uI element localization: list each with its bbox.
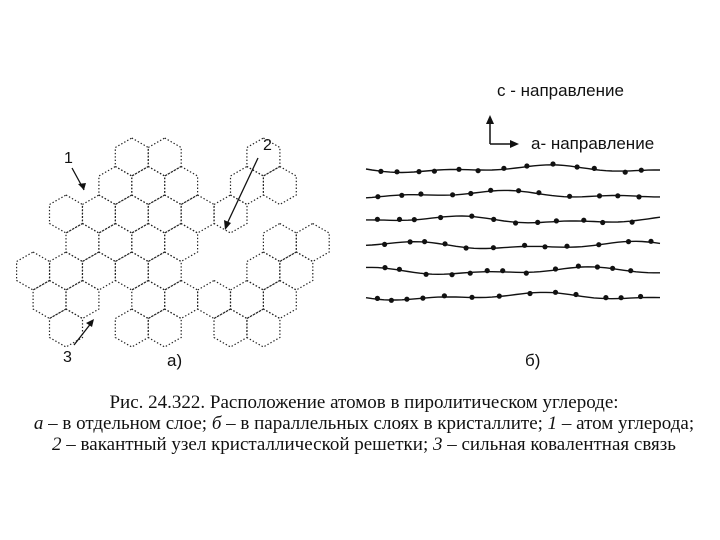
carbon-atom-dot bbox=[536, 190, 541, 195]
carbon-atom-dot bbox=[553, 266, 558, 271]
carbon-atom-dot bbox=[422, 239, 427, 244]
carbon-atom-dot bbox=[648, 239, 653, 244]
lattice-hexagon bbox=[148, 138, 181, 176]
callout-bond-arrow bbox=[74, 322, 92, 345]
hexagonal-carbon-layer bbox=[17, 138, 330, 347]
callout-bond-arrowhead bbox=[86, 319, 94, 327]
carbon-atom-dot bbox=[554, 218, 559, 223]
carbon-atom-dot bbox=[399, 193, 404, 198]
lattice-hexagon bbox=[82, 252, 115, 290]
callout-vacancy-number: 2 bbox=[263, 137, 272, 154]
carbon-layer-line bbox=[366, 267, 660, 275]
carbon-atom-dot bbox=[382, 265, 387, 270]
callout-atom-number: 1 bbox=[64, 150, 73, 167]
lattice-hexagon bbox=[66, 281, 99, 319]
lattice-hexagon bbox=[82, 195, 115, 233]
lattice-hexagon bbox=[247, 309, 280, 347]
carbon-atom-dot bbox=[535, 220, 540, 225]
carbon-atom-dot bbox=[468, 191, 473, 196]
carbon-atom-dot bbox=[630, 220, 635, 225]
carbon-atom-dot bbox=[469, 295, 474, 300]
carbon-atom-dot bbox=[638, 294, 643, 299]
carbon-atom-dot bbox=[497, 294, 502, 299]
carbon-atom-dot bbox=[623, 170, 628, 175]
carbon-atom-dot bbox=[404, 297, 409, 302]
carbon-atom-dot bbox=[464, 245, 469, 250]
caption-title: Рис. 24.322. Расположение атомов в пиролитическом углероде: bbox=[109, 392, 619, 413]
carbon-atom-dot bbox=[378, 169, 383, 174]
lattice-hexagon bbox=[263, 224, 296, 262]
callout-atom-arrowhead bbox=[78, 183, 86, 190]
caption-2-text: – вакантный узел кристаллической решетки; bbox=[61, 434, 433, 455]
carbon-atom-dot bbox=[596, 242, 601, 247]
lattice-hexagon bbox=[132, 281, 165, 319]
lattice-hexagon bbox=[263, 281, 296, 319]
carbon-atom-dot bbox=[420, 296, 425, 301]
carbon-atom-dot bbox=[476, 168, 481, 173]
lattice-hexagon bbox=[115, 195, 148, 233]
panel-b-label: б) bbox=[525, 351, 541, 370]
carbon-atom-dot bbox=[553, 290, 558, 295]
carbon-layer-line bbox=[366, 216, 660, 223]
lattice-hexagon bbox=[296, 224, 329, 262]
carbon-atom-dot bbox=[610, 266, 615, 271]
carbon-atom-dot bbox=[375, 194, 380, 199]
lattice-hexagon bbox=[148, 195, 181, 233]
lattice-hexagon bbox=[50, 195, 83, 233]
caption-3-text: – сильная ковалентная связь bbox=[442, 434, 676, 455]
lattice-hexagon bbox=[165, 281, 198, 319]
lattice-hexagon bbox=[99, 224, 132, 262]
lattice-hexagon bbox=[148, 252, 181, 290]
carbon-atom-dot bbox=[418, 191, 423, 196]
carbon-atom-dot bbox=[442, 241, 447, 246]
carbon-atom-dot bbox=[573, 292, 578, 297]
lattice-hexagon bbox=[115, 252, 148, 290]
carbon-atom-dot bbox=[485, 268, 490, 273]
carbon-atom-dot bbox=[550, 161, 555, 166]
carbon-atom-dot bbox=[442, 293, 447, 298]
carbon-atom-dot bbox=[382, 242, 387, 247]
carbon-atom-dot bbox=[432, 169, 437, 174]
lattice-hexagon bbox=[50, 252, 83, 290]
carbon-layer-line bbox=[366, 292, 660, 300]
carbon-atom-dot bbox=[592, 166, 597, 171]
panel-a-label: а) bbox=[167, 351, 183, 370]
carbon-atom-dot bbox=[491, 217, 496, 222]
lattice-hexagon bbox=[115, 138, 148, 176]
lattice-hexagon bbox=[165, 167, 198, 205]
carbon-atom-dot bbox=[516, 188, 521, 193]
carbon-atom-dot bbox=[626, 239, 631, 244]
carbon-atom-dot bbox=[424, 272, 429, 277]
direction-a-arrowhead bbox=[510, 140, 519, 148]
direction-a-label: а- направление bbox=[531, 134, 655, 153]
carbon-atom-dot bbox=[501, 166, 506, 171]
carbon-atom-dot bbox=[375, 296, 380, 301]
carbon-atom-dot bbox=[615, 193, 620, 198]
carbon-atom-dot bbox=[575, 164, 580, 169]
carbon-atom-dot bbox=[450, 192, 455, 197]
parallel-layers bbox=[366, 161, 660, 303]
carbon-layer-line bbox=[366, 165, 660, 173]
lattice-hexagon bbox=[263, 167, 296, 205]
carbon-atom-dot bbox=[513, 220, 518, 225]
caption-3-marker: 3 bbox=[432, 434, 443, 455]
carbon-atom-dot bbox=[542, 244, 547, 249]
lattice-hexagon bbox=[33, 281, 66, 319]
carbon-atom-dot bbox=[581, 218, 586, 223]
lattice-hexagon bbox=[181, 195, 214, 233]
direction-c-arrowhead bbox=[486, 115, 494, 124]
carbon-atom-dot bbox=[416, 169, 421, 174]
carbon-atom-dot bbox=[488, 188, 493, 193]
caption-line-2 bbox=[14, 413, 714, 434]
caption-b-text: – в параллельных слоях в кристаллите; bbox=[221, 413, 548, 434]
carbon-atom-dot bbox=[567, 194, 572, 199]
lattice-hexagon bbox=[17, 252, 50, 290]
lattice-hexagon bbox=[66, 224, 99, 262]
caption-a-text: – в отдельном слое; bbox=[43, 413, 212, 434]
carbon-atom-dot bbox=[639, 168, 644, 173]
carbon-atom-dot bbox=[438, 215, 443, 220]
carbon-atom-dot bbox=[603, 295, 608, 300]
lattice-hexagon bbox=[247, 252, 280, 290]
caption-1-text: – атом углерода; bbox=[557, 413, 695, 434]
carbon-atom-dot bbox=[456, 167, 461, 172]
lattice-hexagon bbox=[132, 224, 165, 262]
carbon-atom-dot bbox=[389, 298, 394, 303]
callout-bond-number: 3 bbox=[63, 349, 72, 366]
carbon-atom-dot bbox=[408, 239, 413, 244]
carbon-atom-dot bbox=[491, 245, 496, 250]
lattice-hexagon bbox=[280, 252, 313, 290]
lattice-hexagon bbox=[231, 281, 264, 319]
carbon-atom-dot bbox=[469, 214, 474, 219]
carbon-atom-dot bbox=[524, 163, 529, 168]
carbon-atom-dot bbox=[397, 217, 402, 222]
lattice-hexagon bbox=[198, 281, 231, 319]
carbon-atom-dot bbox=[564, 244, 569, 249]
lattice-hexagon bbox=[214, 309, 247, 347]
caption-line-3 bbox=[14, 434, 714, 455]
lattice-hexagon bbox=[231, 167, 264, 205]
caption-b-marker: б bbox=[211, 413, 222, 434]
caption-2-marker: 2 bbox=[52, 434, 62, 455]
carbon-atom-dot bbox=[468, 271, 473, 276]
carbon-atom-dot bbox=[412, 217, 417, 222]
lattice-hexagon bbox=[165, 224, 198, 262]
carbon-atom-dot bbox=[522, 243, 527, 248]
carbon-atom-dot bbox=[500, 268, 505, 273]
carbon-atom-dot bbox=[524, 271, 529, 276]
carbon-atom-dot bbox=[628, 268, 633, 273]
lattice-hexagon bbox=[214, 195, 247, 233]
carbon-atom-dot bbox=[619, 295, 624, 300]
carbon-atom-dot bbox=[397, 267, 402, 272]
carbon-atom-dot bbox=[595, 264, 600, 269]
lattice-hexagon bbox=[132, 167, 165, 205]
caption-1-marker: 1 bbox=[547, 413, 558, 434]
callout-vacancy-arrowhead bbox=[224, 220, 231, 230]
caption-a-marker: а bbox=[33, 413, 44, 434]
lattice-hexagon bbox=[99, 167, 132, 205]
direction-c-label: с - направление bbox=[497, 81, 624, 100]
figure-caption bbox=[14, 392, 714, 455]
lattice-hexagon bbox=[148, 309, 181, 347]
carbon-atom-dot bbox=[597, 193, 602, 198]
carbon-atom-dot bbox=[449, 272, 454, 277]
carbon-atom-dot bbox=[600, 220, 605, 225]
carbon-atom-dot bbox=[527, 291, 532, 296]
carbon-atom-dot bbox=[576, 264, 581, 269]
lattice-hexagon bbox=[115, 309, 148, 347]
carbon-atom-dot bbox=[636, 194, 641, 199]
carbon-atom-dot bbox=[375, 217, 380, 222]
carbon-atom-dot bbox=[394, 169, 399, 174]
